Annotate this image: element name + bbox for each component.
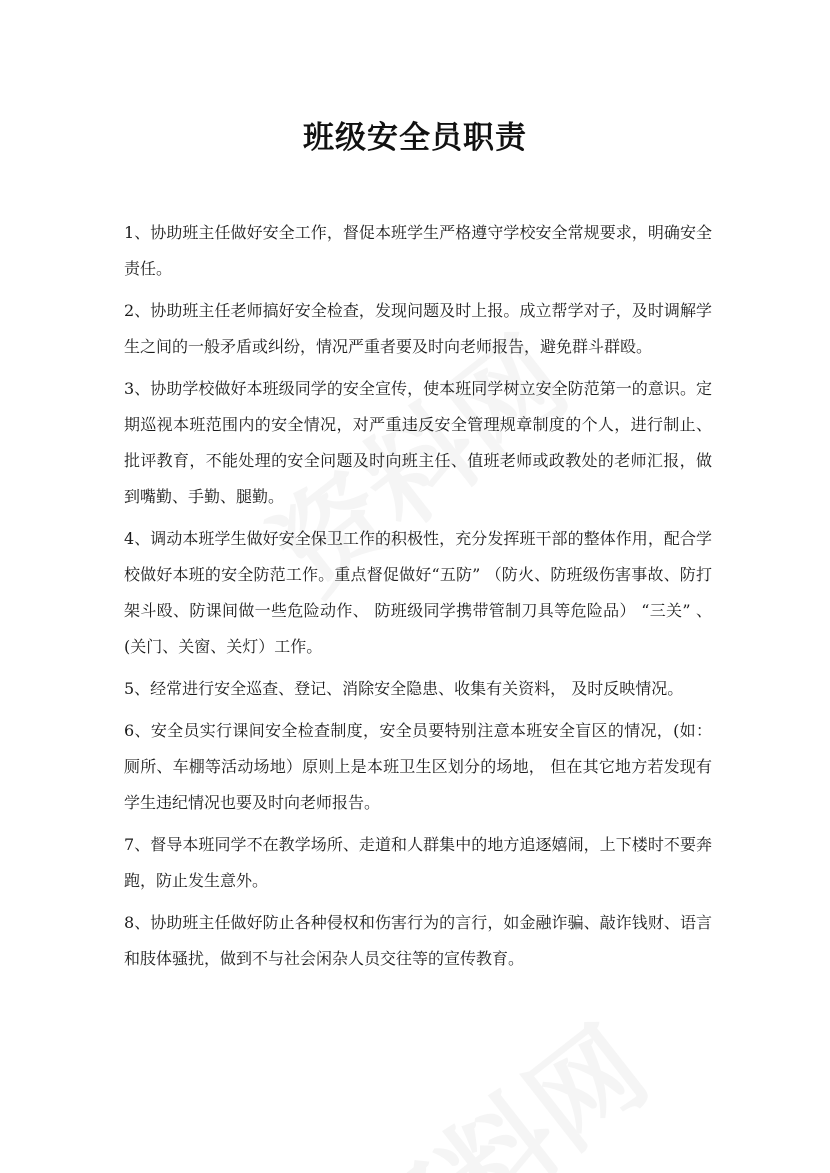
- page-title: 班级安全员职责: [303, 120, 527, 156]
- watermark: [316, 985, 673, 1173]
- paragraph-4: 4、调动本班学生做好安全保卫工作的积极性，充分发挥班干部的整体作用，配合学校做好本班的安全防范工作。重点督促做好“五防” （防火、防班级伤害事故、防打架斗殴、防课间做一些危险动作、 防班级同学携带管制刀具等危险品） “三关” 、(关门、关窗、关灯）工作。: [124, 529, 712, 656]
- paragraph-7: 7、督导本班同学不在教学场所、走道和人群集中的地方追逐嬉闹，上下楼时不要奔跑，防止发生意外。: [124, 835, 712, 890]
- paragraph-6: 6、安全员实行课间安全检查制度，安全员要特别注意本班安全盲区的情况，(如：厕所、车棚等活动场地）原则上是本班卫生区划分的场地， 但在其它地方若发现有学生违纪情况也要及时向老师报告。: [124, 721, 712, 812]
- paragraph-5: 5、经常进行安全巡查、登记、消除安全隐患、收集有关资料， 及时反映情况。: [124, 679, 684, 698]
- paragraph-8: 8、协助班主任做好防止各种侵权和伤害行为的言行，如金融诈骗、敲诈钱财、语言和肢体骚扰，做到不与社会闲杂人员交往等的宣传教育。: [124, 913, 712, 968]
- paragraph-2: 2、协助班主任老师搞好安全检查，发现问题及时上报。成立帮学对子，及时调解学生之间的一般矛盾或纠纷，情况严重者要及时向老师报告，避免群斗群殴。: [124, 301, 712, 356]
- paragraph-3: 3、协助学校做好本班级同学的安全宣传，使本班同学树立安全防范第一的意识。定期巡视本班范围内的安全情况，对严重违反安全管理规章制度的个人，进行制止、批评教育，不能处理的安全问题及时向班主任、值班老师或政教处的老师汇报，做到嘴勤、手勤、腿勤。: [124, 379, 712, 506]
- document-body: [124, 215, 712, 983]
- paragraph-1: 1、协助班主任做好安全工作，督促本班学生严格遵守学校安全常规要求，明确安全责任。: [124, 223, 712, 278]
